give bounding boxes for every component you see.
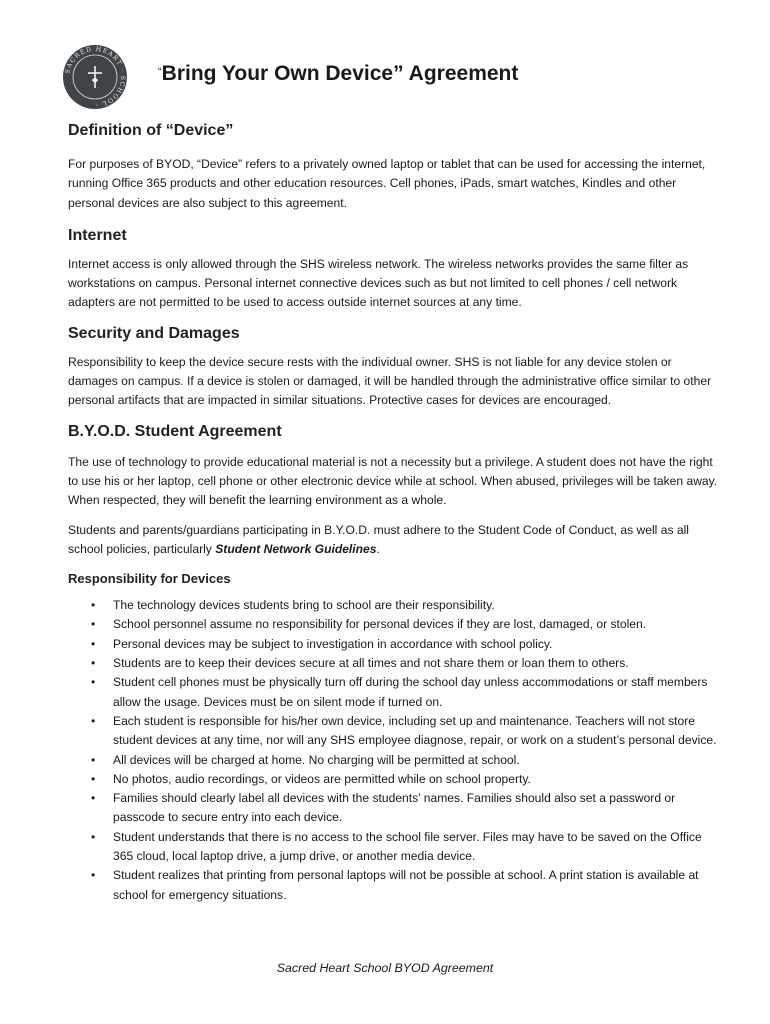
list-item-text: Personal devices may be subject to investigation in accordance with school policy. <box>113 636 553 651</box>
bullet-icon: • <box>91 829 96 844</box>
svg-text:SACRED HEART · SCHOOL ·: SACRED HEART · SCHOOL · <box>64 45 127 109</box>
definition-paragraph: For purposes of BYOD, “Device” refers to a privately owned laptop or tablet that can be used for accessing the internet, running Office 365 products and other education resources. Cell phones, iPads, smart watches, Kindles and other personal devices are also subject to this agreement. <box>68 157 706 210</box>
page-footer: Sacred Heart School BYOD Agreement <box>276 961 494 975</box>
section-heading-definition: Definition of “Device” <box>68 122 234 139</box>
section-heading-internet: Internet <box>68 226 127 244</box>
bullet-icon: • <box>91 713 96 728</box>
list-item-text: The technology devices students bring to school are their responsibility. <box>113 598 495 613</box>
list-item <box>68 596 718 615</box>
list-item-text: Student realizes that printing from personal laptops will not be possible at school. A print station is available at school for emergency situations. <box>113 868 699 902</box>
section-heading-security: Security and Damages <box>68 324 240 342</box>
byod-paragraph-privilege: The use of technology to provide educational material is not a necessity but a privilege. A student does not have the right to use his or her laptop, cell phone or other electronic device while at school. When abused, privileges will be taken away. When respected, they will benefit the learning environment as a whole. <box>68 454 718 508</box>
list-item-text: Student cell phones must be physically turn off during the school day unless accommodations or staff members allow the usage. Devices must be on silent mode if turned on. <box>113 675 708 709</box>
list-item <box>68 712 718 751</box>
list-item <box>68 654 718 673</box>
bullet-icon: • <box>91 791 96 806</box>
list-item <box>68 635 718 654</box>
list-item <box>68 866 718 905</box>
list-item-text: Families should clearly label all devices with the students’ names. Families should also set a password or passcode to secure entry into each device. <box>113 791 676 825</box>
list-item <box>68 828 718 867</box>
responsibility-list <box>68 596 718 905</box>
title-text: Bring Your Own Device” Agreement <box>161 62 519 85</box>
internet-paragraph: Internet access is only allowed through the SHS wireless network. The wireless networks provides the same filter as workstations on campus. Personal internet connective devices such as but not limited to cell phones / cell network adapters are not permitted to be used to access outside internet sources at any time. <box>68 256 689 310</box>
list-item-text: All devices will be charged at home. No charging will be permitted at school. <box>113 752 520 767</box>
section-heading-byod-agreement: B.Y.O.D. Student Agreement <box>68 422 282 440</box>
bullet-icon: • <box>91 598 96 613</box>
school-seal-logo <box>62 44 128 110</box>
list-item-text: School personnel assume no responsibility for personal devices if they are lost, damaged, or stolen. <box>113 617 647 632</box>
conduct-text-end: . <box>376 541 380 556</box>
byod-paragraph-conduct <box>68 521 718 560</box>
document-title <box>158 62 518 86</box>
list-item-text: Each student is responsible for his/her own device, including set up and maintenance. Teachers will not store student devices at any time, nor will any SHS employee diagnose, repair, or work on a student’s personal device. <box>113 713 717 748</box>
document-body <box>68 118 718 905</box>
conduct-text: Students and parents/guardians participating in B.Y.O.D. must adhere to the Student Code of Conduct, as well as all school policies, particularly <box>68 522 689 556</box>
bullet-icon: • <box>91 771 96 786</box>
list-item <box>68 770 718 789</box>
list-item-text: Students are to keep their devices secure at all times and not share them or loan them to others. <box>113 656 629 671</box>
list-item <box>68 751 718 770</box>
bullet-icon: • <box>91 868 96 883</box>
list-item-text: Student understands that there is no access to the school file server. Files may have to be saved on the Office 365 cloud, local laptop drive, a jump drive, or another media device. <box>113 829 702 864</box>
bullet-icon: • <box>91 752 96 767</box>
list-item <box>68 615 718 634</box>
list-item <box>68 789 718 828</box>
security-paragraph: Responsibility to keep the device secure rests with the individual owner. SHS is not liable for any device stolen or damages on campus. If a device is stolen or damaged, it will be handled through the administrative office similar to other personal artifacts that are impacted in similar situations. Protective cases for devices are encouraged. <box>68 354 712 408</box>
bullet-icon: • <box>91 656 96 671</box>
bullet-icon: • <box>91 636 96 651</box>
subheading-responsibility: Responsibility for Devices <box>68 571 231 587</box>
network-guidelines-emphasis: Student Network Guidelines <box>215 541 377 556</box>
bullet-icon: • <box>91 617 96 632</box>
list-item-text: No photos, audio recordings, or videos are permitted while on school property. <box>113 771 531 786</box>
title-open-quote: “ <box>158 66 162 78</box>
bullet-icon: • <box>91 675 96 690</box>
list-item <box>68 673 718 712</box>
